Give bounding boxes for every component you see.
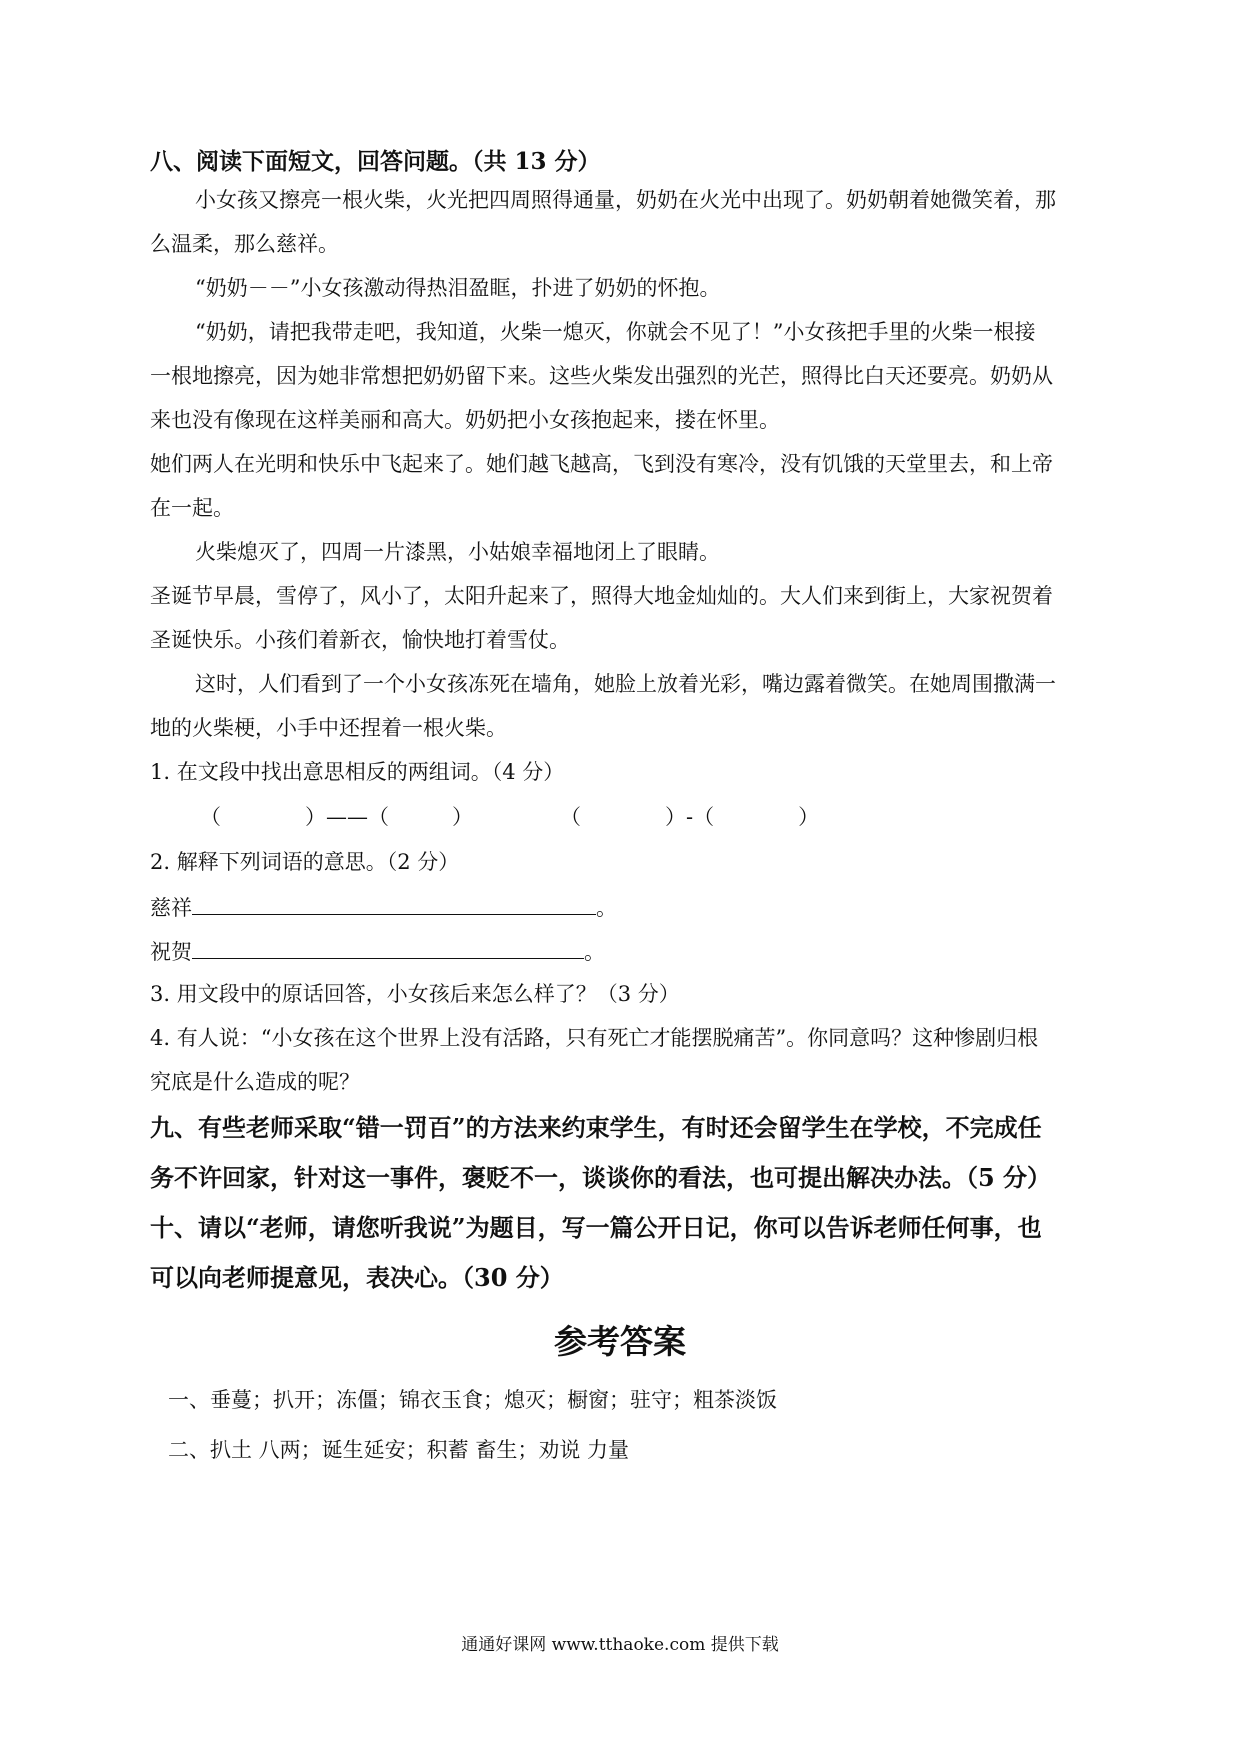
q2-answer-blank[interactable]	[192, 892, 596, 915]
passage-line: 这时，人们看到了一个小女孩冻死在墙角，她脸上放着光彩，嘴边露着微笑。在她周围撒满一	[195, 672, 1056, 696]
section9-line-2: 务不许回家，针对这一事件，褒贬不一，谈谈你的看法，也可提出解决办法。（5 分）	[150, 1163, 1052, 1192]
q2-word: 祝贺	[150, 940, 192, 964]
footer-text: 通通好课网 www.tthaoke.com 提供下载	[461, 1635, 779, 1655]
q2-period: 。	[584, 940, 605, 964]
q2-item-1	[150, 892, 617, 922]
passage-line: 在一起。	[150, 496, 234, 520]
question-3: 3. 用文段中的原话回答，小女孩后来怎么样了？（3 分）	[150, 982, 680, 1006]
passage-line: 来也没有像现在这样美丽和高大。奶奶把小女孩抱起来，搂在怀里。	[150, 408, 780, 432]
passage-line: 么温柔，那么慈祥。	[150, 232, 339, 256]
passage-line: 圣诞快乐。小孩们着新衣，愉快地打着雪仗。	[150, 628, 570, 652]
q2-period: 。	[596, 896, 617, 920]
passage-line: 火柴熄灭了，四周一片漆黑，小姑娘幸福地闭上了眼睛。	[195, 540, 720, 564]
answers-title: 参考答案	[554, 1322, 686, 1361]
passage-line: 一根地擦亮，因为她非常想把奶奶留下来。这些火柴发出强烈的光芒，照得比白天还要亮。奶奶从	[150, 364, 1053, 388]
passage-line: 地的火柴梗，小手中还捏着一根火柴。	[150, 716, 507, 740]
question-1: 1. 在文段中找出意思相反的两组词。（4 分）	[150, 760, 565, 784]
q2-word: 慈祥	[150, 896, 192, 920]
question-4-line-1: 4. 有人说：“小女孩在这个世界上没有活路，只有死亡才能摆脱痛苦”。你同意吗？这种惨剧归根	[150, 1026, 1039, 1050]
section10-line-1: 十、请以“老师，请您听我说”为题目，写一篇公开日记，你可以告诉老师任何事，也	[150, 1213, 1042, 1242]
passage-line: “奶奶，请把我带走吧，我知道，火柴一熄灭，你就会不见了！”小女孩把手里的火柴一根接	[195, 320, 1036, 344]
answer-1: 一、垂蔓；扒开；冻僵；锦衣玉食；熄灭；橱窗；驻守；粗茶淡饭	[168, 1388, 777, 1412]
question-2: 2. 解释下列词语的意思。（2 分）	[150, 850, 460, 874]
q2-answer-blank[interactable]	[192, 936, 584, 959]
question-4-line-2: 究底是什么造成的呢？	[150, 1070, 360, 1094]
passage-line: 她们两人在光明和快乐中飞起来了。她们越飞越高，飞到没有寒冷，没有饥饿的天堂里去，和上帝	[150, 452, 1053, 476]
q1-blank-pair-b[interactable]: （ ）-（ ）	[560, 805, 820, 829]
section8-heading: 八、阅读下面短文，回答问题。（共 13 分）	[150, 148, 601, 175]
passage-line: “奶奶－－”小女孩激动得热泪盈眶，扑进了奶奶的怀抱。	[195, 276, 721, 300]
q2-item-2	[150, 936, 605, 966]
passage-line: 小女孩又擦亮一根火柴，火光把四周照得通量，奶奶在火光中出现了。奶奶朝着她微笑着，那	[195, 188, 1056, 212]
q1-blank-pair-a[interactable]: （ ）——（ ）	[200, 805, 473, 829]
passage-line: 圣诞节早晨，雪停了，风小了，太阳升起来了，照得大地金灿灿的。大人们来到街上，大家祝贺着	[150, 584, 1053, 608]
section10-line-2: 可以向老师提意见，表决心。（30 分）	[150, 1263, 564, 1292]
section9-line-1: 九、有些老师采取“错一罚百”的方法来约束学生，有时还会留学生在学校，不完成任	[150, 1113, 1042, 1142]
answer-2: 二、扒土 八两；诞生延安；积蓄 畜生；劝说 力量	[168, 1438, 630, 1462]
